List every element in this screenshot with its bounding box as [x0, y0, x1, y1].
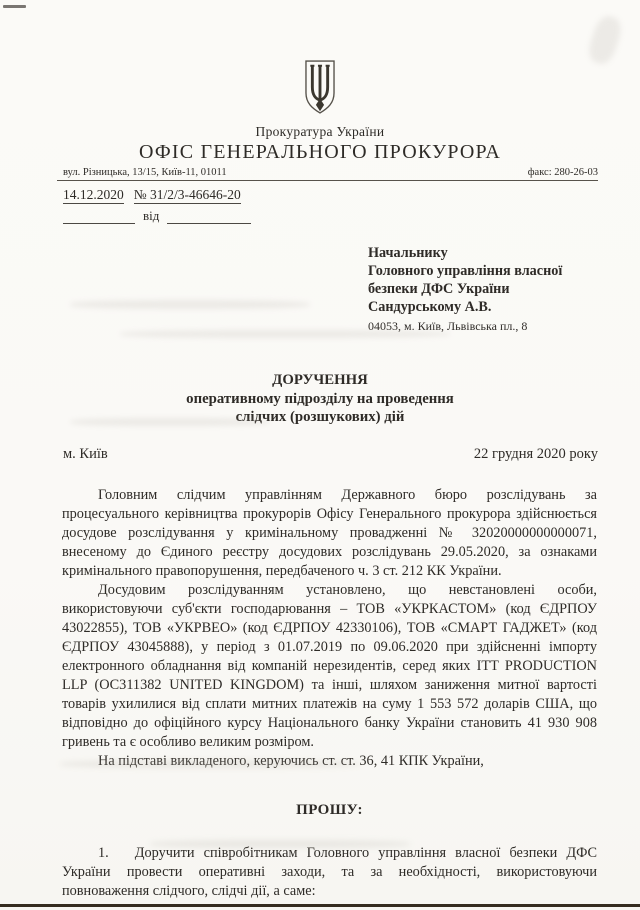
blank-underline [167, 211, 251, 224]
addressee-block [368, 244, 598, 335]
bleed-through-artifact [70, 300, 310, 309]
scan-corner-mark [3, 5, 26, 8]
document-title-line3: слідчих (розшукових) дій [235, 409, 405, 425]
request-heading: ПРОШУ: [296, 801, 363, 818]
bleed-through-artifact [60, 760, 360, 768]
registration-date: 14.12.2020 [63, 187, 124, 202]
addressee-line: Начальнику [368, 245, 448, 261]
addressee-line: Головного управління власної [368, 263, 563, 279]
addressee-line: Сандурському А.В. [368, 299, 492, 315]
scan-edge-line [0, 904, 640, 907]
bleed-through-artifact [70, 418, 270, 426]
document-title-line2: оперативному підрозділу на проведення [186, 390, 454, 407]
body-paragraph-1: Головним слідчим управлінням Державного бюро розслідувань за процесуального керівництва прокурорів Офісу Генерального прокурора здійснюється досудове розслідування у кримінальному провадженні № 32020000000000071, внесеному до Єдиного реєстру досудових розслідувань 29.05.2020, за ознаками кримінального правопорушення, передбаченого ч. 3 ст. 212 КК України. [62, 486, 597, 579]
org-address: вул. Різницька, 13/15, Київ-11, 01011 [63, 167, 227, 178]
place-date-row [63, 446, 598, 463]
document-place: м. Київ [63, 445, 108, 462]
blank-underline [63, 211, 135, 224]
document-body [62, 486, 597, 901]
ukraine-trident-emblem-icon [303, 58, 337, 121]
letterhead-address-row [57, 167, 598, 181]
addressee-line: безпеки ДФС України [368, 281, 510, 297]
document-date: 22 грудня 2020 року [473, 445, 598, 462]
org-name-small: Прокуратура України [255, 124, 385, 139]
emblem-container [0, 0, 640, 121]
reply-reference-line [63, 208, 640, 224]
org-name-title: ОФІС ГЕНЕРАЛЬНОГО ПРОКУРОРА [139, 141, 501, 163]
request-item-number: 1. [98, 844, 109, 861]
bleed-through-artifact [150, 840, 410, 848]
vid-label: від [143, 208, 160, 223]
request-item-1 [62, 844, 597, 901]
body-paragraph-3: На підставі викладеного, керуючись ст. ст. 36, 41 КПК України, [98, 752, 484, 769]
registration-line [63, 187, 640, 203]
registration-number: № 31/2/3-46646-20 [133, 187, 241, 202]
request-item-text: Доручити співробітникам Головного управління власної безпеки ДФС України провести оперативні заходи, та за необхідності, використовуючи повноваження слідчого, слідчі дії, а саме: [62, 844, 597, 899]
bleed-through-artifact [120, 330, 450, 338]
document-title-line1: ДОРУЧЕННЯ [272, 372, 368, 388]
addressee-address: 04053, м. Київ, Львівська пл., 8 [368, 319, 528, 333]
org-fax: факс: 280-26-03 [527, 167, 598, 178]
body-paragraph-2: Досудовим розслідуванням установлено, що невстановлені особи, використовуючи суб'єкти господарювання – ТОВ «УКРКАСТОМ» (код ЄДРПОУ 43022855), ТОВ «УКРВЕО» (код ЄДРПОУ 42330106), ТОВ «СМАРТ ГАДЖЕТ» (код ЄДРПОУ 43045888), у період з 01.07.2019 по 09.06.2020 при здійсненні імпорту електронного обладнання від компаній нерезидентів, серед яких ITT PRODUCTION LLP (OC311382 UNITED KINGDOM) та інші, шляхом заниження митної вартості товарів ухилилися від сплати митних платежів на суму 1 553 572 доларів США, що відповідно до офіційного курсу Національного банку України становить 41 930 908 гривень та є особливо великим розміром. [62, 581, 597, 750]
